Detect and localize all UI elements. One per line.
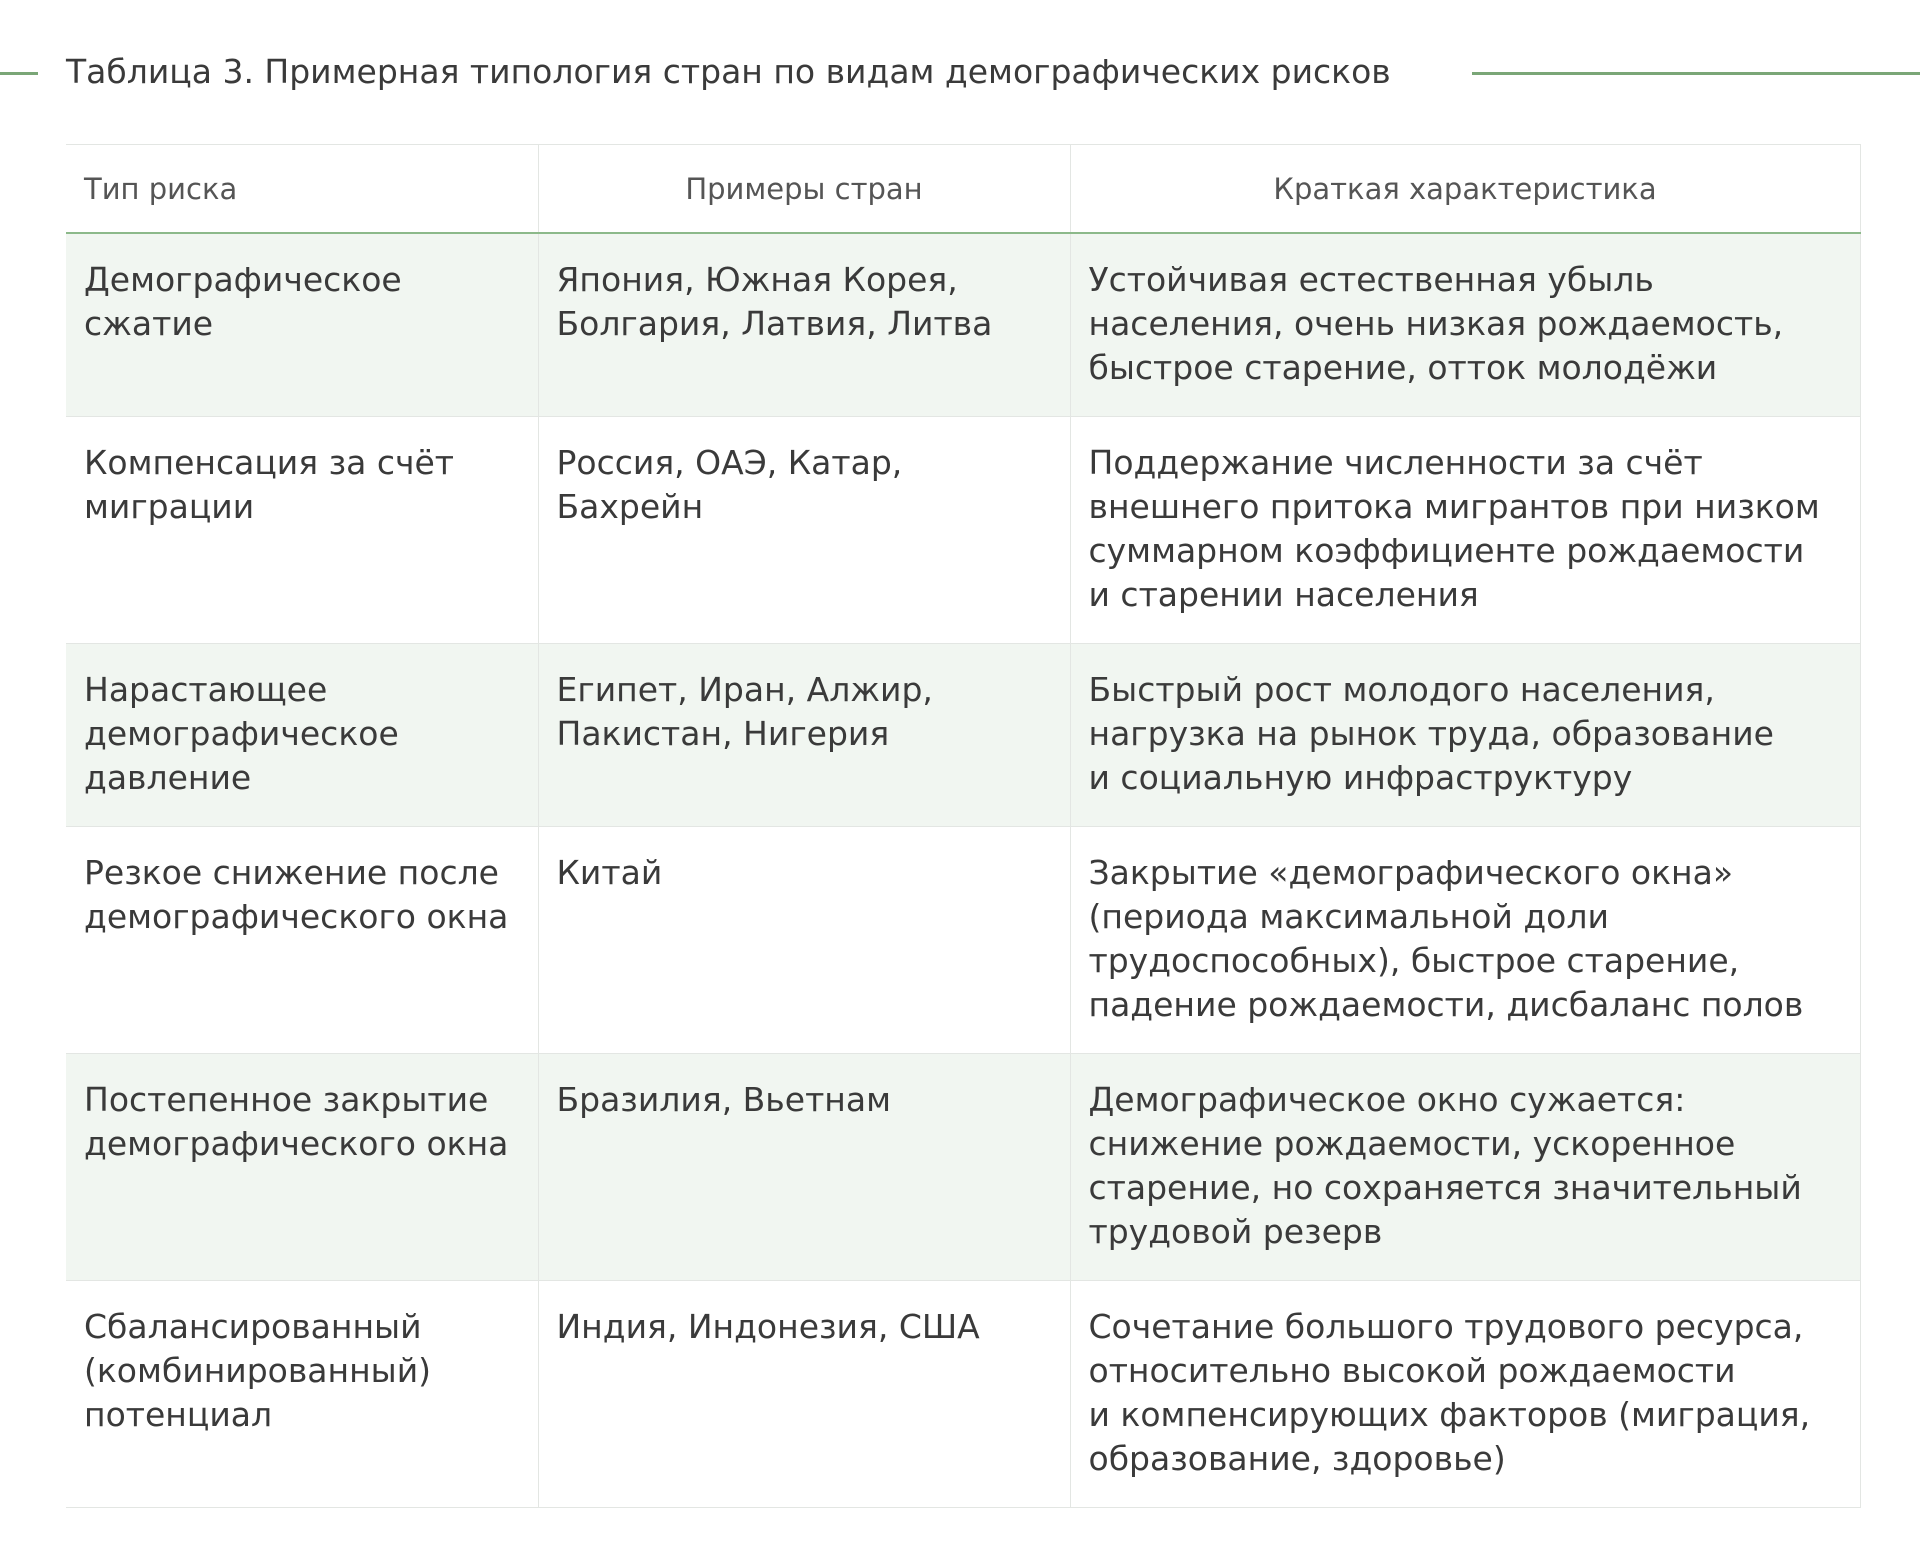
title-rule-left bbox=[0, 72, 38, 75]
risk-typology-table bbox=[66, 144, 1860, 1508]
risk-type-text: Нарастающее демографическое давление bbox=[84, 670, 399, 797]
cell-description bbox=[1070, 1054, 1860, 1281]
table-row bbox=[66, 644, 1860, 827]
table-row bbox=[66, 1281, 1860, 1508]
cell-countries bbox=[538, 1281, 1070, 1508]
cell-description bbox=[1070, 1281, 1860, 1508]
description-text: Быстрый рост молодого населения, нагрузка на рынок труда, образование и социальную инфраструктуру bbox=[1088, 670, 1774, 797]
table-header bbox=[66, 145, 1860, 234]
header-description: Краткая характеристика bbox=[1070, 145, 1860, 234]
cell-description bbox=[1070, 417, 1860, 644]
table-row bbox=[66, 417, 1860, 644]
cell-risk-type bbox=[66, 1054, 538, 1281]
cell-countries bbox=[538, 1054, 1070, 1281]
risk-type-text: Резкое снижение после демографического окна bbox=[84, 853, 509, 936]
cell-countries bbox=[538, 233, 1070, 417]
cell-risk-type bbox=[66, 1281, 538, 1508]
header-row bbox=[66, 145, 1860, 234]
risk-type-text: Постепенное закрытие демографического окна bbox=[84, 1080, 509, 1163]
table-row bbox=[66, 1054, 1860, 1281]
description-text: Сочетание большого трудового ресурса, относительно высокой рождаемости и компенсирующих факторов (миграция, образование, здоровье) bbox=[1088, 1307, 1811, 1478]
countries-text: Япония, Южная Корея, Болгария, Латвия, Литва bbox=[556, 260, 993, 343]
cell-countries bbox=[538, 417, 1070, 644]
title-row bbox=[0, 46, 1920, 102]
countries-text: Египет, Иран, Алжир, Пакистан, Нигерия bbox=[556, 670, 933, 753]
description-text: Устойчивая естественная убыль населения, очень низкая рождаемость, быстрое старение, отток молодёжи bbox=[1088, 260, 1784, 387]
risk-type-text: Сбалансированный (комбинированный) потенциал bbox=[84, 1307, 432, 1434]
risk-type-text: Компенсация за счёт миграции bbox=[84, 443, 455, 526]
countries-text: Россия, ОАЭ, Катар, Бахрейн bbox=[556, 443, 903, 526]
cell-risk-type bbox=[66, 233, 538, 417]
table bbox=[66, 144, 1861, 1508]
cell-risk-type bbox=[66, 417, 538, 644]
table-row bbox=[66, 827, 1860, 1054]
cell-risk-type bbox=[66, 644, 538, 827]
table-row bbox=[66, 233, 1860, 417]
table-body bbox=[66, 233, 1860, 1508]
countries-text: Бразилия, Вьетнам bbox=[556, 1080, 891, 1119]
risk-type-text: Демографическое сжатие bbox=[84, 260, 402, 343]
countries-text: Индия, Индонезия, США bbox=[556, 1307, 980, 1346]
table-title: Таблица 3. Примерная типология стран по видам демографических рисков bbox=[66, 52, 1391, 91]
cell-description bbox=[1070, 233, 1860, 417]
description-text: Демографическое окно сужается: снижение рождаемости, ускоренное старение, но сохраняется значительный трудовой резерв bbox=[1088, 1080, 1802, 1251]
title-rule-right bbox=[1472, 72, 1920, 75]
countries-text: Китай bbox=[556, 853, 663, 892]
cell-countries bbox=[538, 644, 1070, 827]
cell-description bbox=[1070, 827, 1860, 1054]
description-text: Закрытие «демографического окна» (периода максимальной доли трудоспособных), быстрое старение, падение рождаемости, дисбаланс полов bbox=[1088, 853, 1804, 1024]
cell-risk-type bbox=[66, 827, 538, 1054]
cell-countries bbox=[538, 827, 1070, 1054]
header-risk-type: Тип риска bbox=[66, 145, 538, 234]
description-text: Поддержание численности за счёт внешнего притока мигрантов при низком суммарном коэффициенте рождаемости и старении населения bbox=[1088, 443, 1820, 614]
cell-description bbox=[1070, 644, 1860, 827]
header-country-examples: Примеры стран bbox=[538, 145, 1070, 234]
